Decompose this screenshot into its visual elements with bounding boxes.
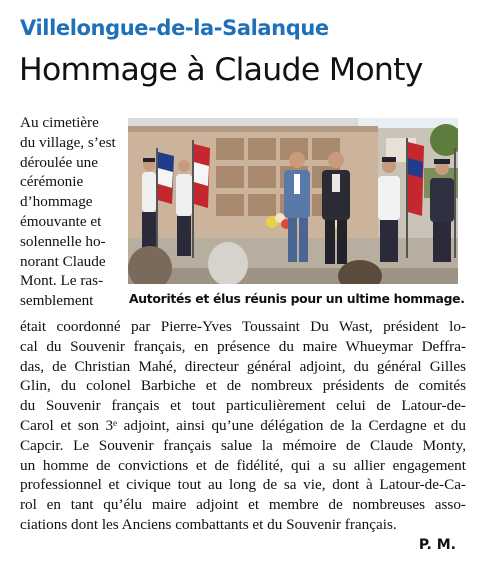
ceremony-photo-illustration bbox=[128, 118, 458, 284]
lede-line: semblement bbox=[20, 292, 94, 310]
body-line: professionnel et civique tout au long de sa vie, dont à Latour-de-Ca- bbox=[20, 476, 466, 494]
author-signature: P. M. bbox=[418, 537, 456, 553]
body-line: Glin, du colonel Barbiche et de nombreux présidents de comités bbox=[20, 377, 466, 395]
lede-line: déroulée une bbox=[20, 153, 99, 171]
lede-line: norant Claude bbox=[20, 252, 106, 270]
body-line: das, de Christian Mahé, directeur général adjoint, du général Gilles bbox=[20, 357, 466, 375]
article-lede bbox=[20, 113, 130, 311]
body-line: du Souvenir français et tout particulièrement celui de Latour-de- bbox=[20, 397, 466, 415]
article-location-kicker: Villelongue-de-la-Salanque bbox=[20, 16, 329, 40]
lede-line: émouvante et bbox=[20, 212, 102, 230]
body-line: un homme de convictions et de fidélité, qui a su allier engagement bbox=[20, 456, 466, 474]
lede-line: du village, s’est bbox=[20, 133, 116, 151]
lede-line: Mont. Le ras- bbox=[20, 272, 104, 290]
body-line: Capcir. Le Souvenir français salue la mémoire de Claude Monty, bbox=[20, 436, 466, 454]
lede-line: d’hommage bbox=[20, 193, 93, 211]
ceremony-photo bbox=[128, 118, 458, 284]
article-headline: Hommage à Claude Monty bbox=[19, 52, 423, 88]
body-line: Carol et son 3ᵉ adjoint, ainsi qu’une délégation de la Cerdagne et du bbox=[20, 416, 466, 434]
lede-line: solennelle ho- bbox=[20, 232, 106, 250]
body-line: était coordonné par Pierre-Yves Toussaint Du Wast, président lo- bbox=[20, 318, 466, 335]
body-line: ciations dont les Anciens combattants et du Souvenir français. bbox=[20, 515, 397, 533]
photo-caption: Autorités et élus réunis pour un ultime hommage. bbox=[129, 291, 465, 306]
body-line: rol en tant qu’élu maire adjoint et membre de nombreuses asso- bbox=[20, 496, 466, 514]
article-body bbox=[20, 317, 466, 535]
lede-line: cérémonie bbox=[20, 173, 84, 191]
body-line: cal du Souvenir français, en présence du maire Whueymar Deffra- bbox=[20, 337, 466, 355]
lede-line: Au cimetière bbox=[20, 114, 99, 131]
